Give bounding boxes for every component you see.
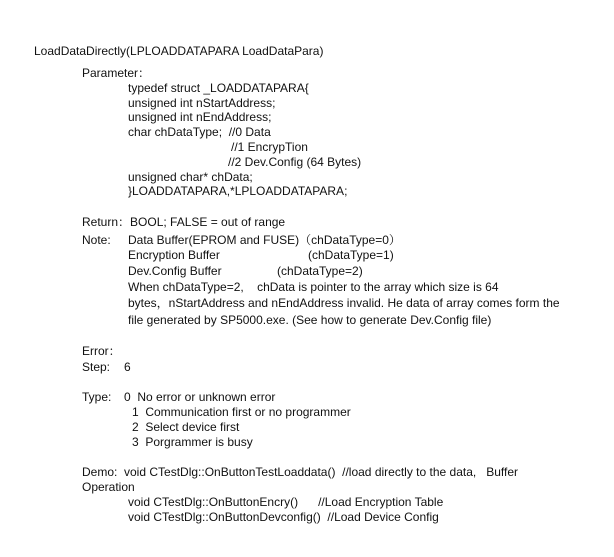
code-line: }LOADDATAPARA,*LPLOADDATAPARA; <box>128 184 348 198</box>
note-line: Dev.Config Buffer <box>128 264 222 278</box>
type-item: 3 Porgrammer is busy <box>132 435 253 449</box>
note-line: (chDataType=1) <box>308 248 394 262</box>
code-line: unsigned int nStartAddress; <box>128 96 276 110</box>
note-line: bytes，nStartAddress and nEndAddress invalid. He data of array comes form the <box>128 296 560 310</box>
note-line: Data Buffer(EPROM and FUSE)（chDataType=0） <box>128 233 401 247</box>
type-item: 0 No error or unknown error <box>124 390 276 404</box>
demo-line: Operation <box>82 480 135 494</box>
type-item: 1 Communication first or no programmer <box>132 405 351 419</box>
parameter-label: Parameter： <box>82 66 151 80</box>
note-line: When chDataType=2, chData is pointer to the array which size is 64 <box>128 280 499 294</box>
step-label: Step: <box>82 360 111 374</box>
code-line: char chDataType; //0 Data <box>128 125 271 139</box>
note-line: (chDataType=2) <box>277 264 363 278</box>
type-item: 2 Select device first <box>132 420 240 434</box>
code-line: //2 Dev.Config (64 Bytes) <box>228 155 362 169</box>
code-line: unsigned char* chData; <box>128 170 253 184</box>
error-label: Error： <box>82 344 121 358</box>
function-signature: LoadDataDirectly(LPLOADDATAPARA LoadDataPara) <box>34 44 324 58</box>
note-line: Encryption Buffer <box>128 248 220 262</box>
demo-line: void CTestDlg::OnButtonDevconfig() //Load Device Config <box>128 510 439 524</box>
demo-line: Demo: void CTestDlg::OnButtonTestLoaddata() //load directly to the data, Buffer <box>82 465 519 479</box>
note-label: Note: <box>82 233 111 247</box>
return-line: Return：BOOL; FALSE = out of range <box>82 215 286 229</box>
code-line: typedef struct _LOADDATAPARA{ <box>128 81 309 95</box>
demo-line: void CTestDlg::OnButtonEncry() //Load Encryption Table <box>128 495 444 509</box>
type-label: Type: <box>82 390 112 404</box>
step-value: 6 <box>124 360 131 374</box>
code-line: //1 EncrypTion <box>231 140 308 154</box>
note-line: file generated by SP5000.exe. (See how to generate Dev.Config file) <box>128 313 492 327</box>
code-line: unsigned int nEndAddress; <box>128 110 272 124</box>
